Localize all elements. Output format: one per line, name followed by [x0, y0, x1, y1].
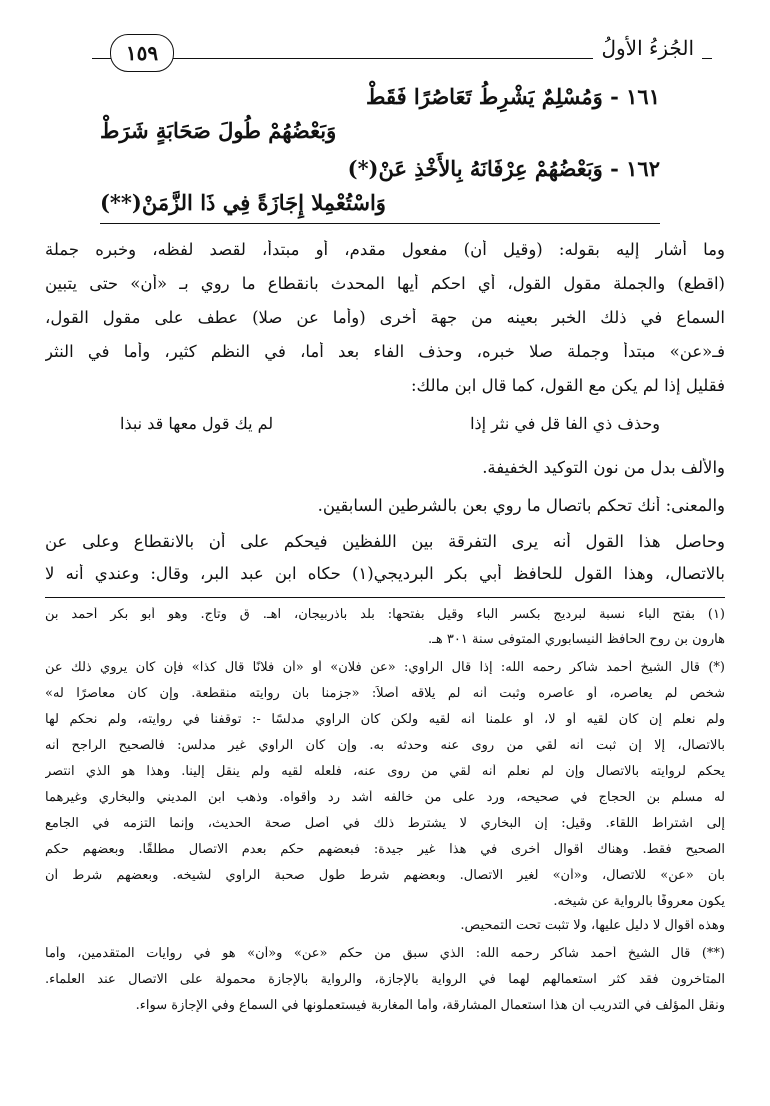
- poem-verse-162-first: ١٦٢ - وَبَعْضُهُمْ عِرْفَانَهُ بِالأَخْذِ عَنْ(*): [347, 156, 660, 181]
- poem-verse-162-second: وَاسْتُعْمِلا إِجَازَةً فِي ذَا الزَّمَنْ(**): [100, 190, 386, 215]
- footnote-line: ولم نعلم إن كان لقيه أو لا، أو علمنا أنه لقيه ولكن كان الراوي مدلسًا -: توقفنا في روايته، ولم نحكم لها: [45, 712, 725, 727]
- footnote-line: الصحيح فقط. وهناك أقوال أخرى في هذا غير جيدة: فبعضهم حكم بعدم الاتصال مطلقًا. وبعضهم حكم: [45, 842, 725, 857]
- page-header: [92, 30, 712, 70]
- body-line: فقليل إذا لم يكن مع القول، كما قال ابن مالك:: [411, 376, 725, 395]
- footnote-separator: [45, 597, 725, 598]
- footnote-line: له مسلم بن الحجاج في صحيحه، ورد على من خالفه أشد رد وأقواه. وذهب ابن المديني والبخاري وغيرهما: [45, 790, 725, 805]
- footnote-line: (١) بفتح الباء نسبة لبرديج بكسر الباء وقيل بفتحها: بلد بأذربيجان، اهـ. ق وتاج. وهو أبو بكر أحمد بن: [45, 607, 725, 622]
- footnote-line: (*) قال الشيخ أحمد شاكر رحمه الله: إذا قال الراوي: «عن فلان» أو «أن فلانًا قال كذا» فإن كان يروي ذلك عن: [45, 660, 725, 675]
- poem-verse-161-second: وَبَعْضُهُمْ طُولَ صَحَابَةٍ شَرَطْ: [100, 118, 337, 143]
- page-number: ١٥٩: [110, 34, 174, 72]
- footnote-line: بالاتصال، إلا إن ثبت أنه لقي من روى عنه وحدثه به. وإن كان الراوي غير مدلس: فالصحيح الراجح أنه: [45, 738, 725, 753]
- body-line: وما أشار إليه بقوله: (وقيل أن) مفعول مقدم، أو مبتدأ، لقصد لفظه، وخبره جملة: [45, 240, 725, 259]
- running-title: الجُزءُ الأولُ: [593, 36, 702, 60]
- footnote-line: يكون معروفًا بالرواية عن شيخه.: [553, 894, 725, 909]
- body-line: وحاصل هذا القول أنه يرى التفرقة بين اللفظين فيحكم على أن بالانقطاع وعلى عن: [45, 532, 725, 551]
- body-line: والمعنى: أنك تحكم باتصال ما روي بعن بالشرطين السابقين.: [317, 496, 725, 515]
- footnote-line: شخص لم يعاصره، أو عاصره وثبت أنه لم يلاقه أصلاً: «جزمنا بأن روايته منقطعة. وإن كان معاصرًا له»: [45, 686, 725, 701]
- quote-hemistich-left: لم يك قول معها قد نبذا: [120, 414, 274, 433]
- body-line: فـ«عن» مبتدأ وجملة صلا خبره، وحذف الفاء بعد أما، في النظم كثير، وأما في النثر: [45, 342, 725, 361]
- footnote-line: (**) قال الشيخ أحمد شاكر رحمه الله: الذي سبق من حكم «عن» و«أن» هو في روايات المتقدمين، وأما: [45, 946, 725, 961]
- body-line: (اقطع) والجملة مقول القول، أي احكم أيها المحدث بانقطاع ما روي بـ «أن» حتى يتبين: [45, 274, 725, 293]
- footnote-line: هارون بن روح الحافظ النيسابوري المتوفى سنة ٣٠١ هـ.: [427, 632, 725, 647]
- poem-verse-161-first: ١٦١ - وَمُسْلِمٌ يَشْرِطُ تَعَاصُرًا فَقَطْ: [366, 84, 660, 109]
- footnote-line: يحكم لروايته بالاتصال وإن لم نعلم أنه لقي من روى عنه، فلعله لقيه ولم ينقل إلينا. وهذا هو الذي انتصر: [45, 764, 725, 779]
- body-line: والألف بدل من نون التوكيد الخفيفة.: [482, 458, 725, 477]
- body-line: بالاتصال، وهذا القول للحافظ أبي بكر البرديجي(١) حكاه ابن عبد البر، وقال: وعندي أنه لا: [45, 564, 725, 583]
- footnote-line: بأن «عن» للاتصال، و«أن» لغير الاتصال. وبعضهم شرط طول صحبة الراوي لشيخه. وبعضهم شرط أن: [45, 868, 725, 883]
- body-line: السماع في ذلك الخبر بعينه من جهة أخرى (وأما عن صلا) عطف على مقول القول،: [45, 308, 725, 327]
- footnote-line: وهذه أقوال لا دليل عليها، ولا تثبت تحت التمحيص.: [460, 918, 725, 933]
- footnote-line: ونقل المؤلف في التدريب أن هذا استعمال المشارقة، وأما المغاربة فيستعملونها في السماع وفي الإجازة سواء.: [135, 998, 725, 1013]
- footnote-line: المتأخرون فقد كثر استعمالهم لهما في الرواية بالإجازة، والرواية بالإجازة محمولة على الاتصال عند العلماء.: [45, 972, 725, 987]
- poem-separator: [100, 223, 660, 224]
- footnote-line: إلى اشتراط اللقاء. وقيل: إن البخاري لا يشترط ذلك في أصل صحة الحديث، وإنما التزمه في الجامع: [45, 816, 725, 831]
- quote-hemistich-right: وحذف ذي الفا قل في نثر إذا: [470, 414, 660, 433]
